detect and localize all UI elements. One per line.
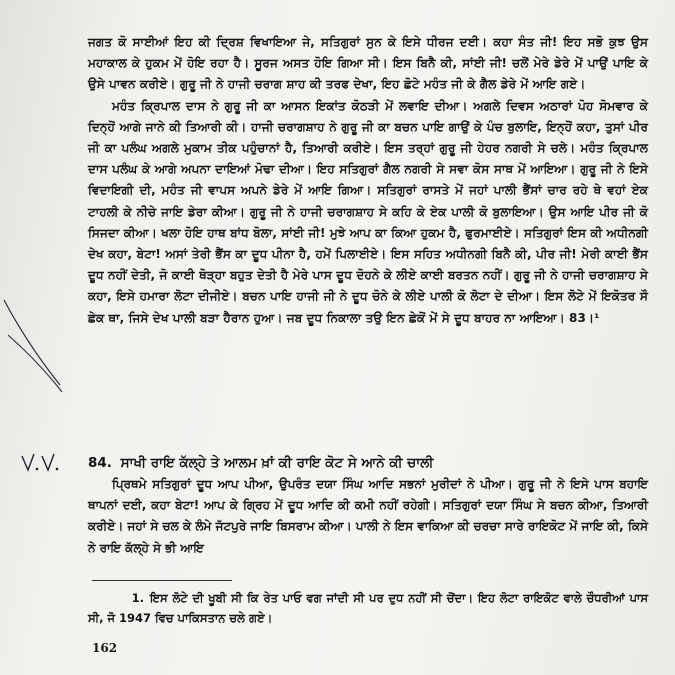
section-body: ਪ੍ਰਿਥਮੇ ਸਤਿਗੁਰਾਂ ਦੂਧ ਆਪ ਪੀਆ, ਉਪਰੰਤ ਦਯਾ ਸਿੰਘ ਆਦਿ ਸਭਨਾਂ ਮੁਰੀਦਾਂ ਨੇ ਪੀਆ। ਗੁਰੂ ਜੀ ਨੇ ਇਸੇ ਪਾਸ ਬਹਾਇ ਥਾਪਨਾਂ ਦਈ, ਕਹਾ ਬੇਟਾ! ਆਪ ਕੇ ਗ੍ਰਿਹ ਮੇਂ ਦੂਧ ਆਦਿ ਕੀ ਕਮੀ ਨਹੀਂ ਰਹੇਗੀ। ਸਤਿਗੁਰਾਂ ਦਯਾ ਸਿੰਘ ਸੇ ਬਚਨ ਕੀਆ, ਤਿਆਰੀ ਕਰੀਏ। ਜਹਾਂ ਸੇ ਚਲ ਕੇ ਲੰਮੇ ਜੱਟਪੁਰੇ ਜਾਇ ਬਿਸਰਾਮ ਕੀਆ। ਪਾਲੀ ਨੇ ਇਸ ਵਾਕਿਆ ਕੀ ਚਰਚਾ ਸਾਰੇ ਰਾਇਕੋਟ ਮੇਂ ਜਾਇ ਕੀ, ਕਿਸੇ ਨੇ ਰਾਇ ਕੱਲ੍ਹੇ ਸੇ ਭੀ ਆਇ	[88, 477, 648, 555]
margin-pen-stroke	[4, 300, 60, 385]
margin-mark-vv	[22, 454, 58, 470]
body-text	[88, 32, 648, 329]
page-number: 162	[92, 641, 118, 655]
footnote-number: 1.	[131, 591, 144, 605]
footnote	[88, 588, 648, 628]
section-number: 84.	[88, 455, 112, 471]
footnote-text: ਇਸ ਲੋਟੇ ਦੀ ਖੂਬੀ ਸੀ ਕਿ ਰੇਤ ਪਾਓ ਵਗ ਜਾਂਦੀ ਸੀ ਪਰ ਦੁਧ ਨਹੀਂ ਸੀ ਚੋਂਦਾ। ਇਹ ਲੋਟਾ ਰਾਇਕੋਟ ਵਾਲੇ ਚੌਧਰੀਆਂ ਪਾਸ ਸੀ, ਜੋ 1947 ਵਿਚ ਪਾਕਿਸਤਾਨ ਚਲੇ ਗਏ।	[88, 591, 648, 625]
footnote-divider	[92, 580, 232, 581]
paragraph-1: ਜਗਤ ਕੋ ਸਾਈਆਂ ਇਹ ਕੀ ਦ੍ਰਿਸ਼ ਵਿਖਾਇਆ ਜੇ, ਸਤਿਗੁਰਾਂ ਸੁਨ ਕੇ ਇਸੇ ਧੀਰਜ ਦਈ। ਕਹਾ ਸੰਤ ਜੀ! ਇਹ ਸਭੋ ਕੁਝ ਉਸ ਮਹਾਕਾਲ ਕੇ ਹੁਕਮ ਮੇਂ ਹੋਇ ਰਹਾ ਹੈ। ਸੂਰਜ ਅਸਤ ਹੋਇ ਗਿਆ ਸੀ। ਇਸ ਬਿਨੈ ਕੀ, ਸਾਂਈ ਜੀ! ਚਲੋਂ ਮੇਰੇ ਡੇਰੇ ਮੇਂ ਪਾਉਂ ਪਾਇ ਕੇ ਉਸੇ ਪਾਵਨ ਕਰੀਏ। ਗੁਰੂ ਜੀ ਨੇ ਹਾਜੀ ਚਰਾਗ ਸ਼ਾਹ ਕੀ ਤਰਫ ਦੇਖਾ, ਇਹ ਛੋਟੇ ਮਹੰਤ ਜੀ ਕੇ ਗੈਲ ਡੇਰੇ ਮੇਂ ਆਇ ਗਏ।	[88, 35, 648, 92]
section-title: ਸਾਖੀ ਰਾਇ ਕੱਲ੍ਹੇ ਤੇ ਆਲਮ ਖ਼ਾਂ ਕੀ ਰਾਇ ਕੋਟ ਸੇ ਆਨੇ ਕੀ ਚਾਲੀ	[120, 455, 434, 471]
margin-pen-stroke	[8, 335, 62, 392]
section-heading	[88, 453, 648, 473]
paragraph-2: ਮਹੰਤ ਕ੍ਰਿਪਾਲ ਦਾਸ ਨੇ ਗੁਰੂ ਜੀ ਕਾ ਆਸਨ ਇਕਾਂਤ ਕੋਠੜੀ ਮੇਂ ਲਵਾਇ ਦੀਆ। ਅਗਲੇ ਦਿਵਸ ਅਠਾਰਾਂ ਪੋਹ ਸੋਮਵਾਰ ਕੇ ਦਿਨ੍ਹੋਂ ਆਗੇ ਜਾਨੇ ਕੀ ਤਿਆਰੀ ਕੀ। ਹਾਜੀ ਚਰਾਗਸ਼ਾਹ ਨੇ ਗੁਰੂ ਜੀ ਕਾ ਬਚਨ ਪਾਇ ਗਾਉਂ ਕੇ ਪੰਚ ਬੁਲਾਇ, ਇਨ੍ਹੋਂ ਕਹਾ, ਤੁਸਾਂ ਪੀਰ ਜੀ ਕਾ ਪਲੰਘ ਅਗਲੇ ਮੁਕਾਮ ਤੀਕ ਪਹੁੰਚਾਨਾਂ ਹੈ, ਤਿਆਰੀ ਕਰੀਏ। ਇਸ ਤਰ੍ਹਾਂ ਗੁਰੂ ਜੀ ਹੇਹਰ ਨਗਰੀ ਸੇ ਚਲੇ। ਮਹੰਤ ਕ੍ਰਿਪਾਲ ਦਾਸ ਪਲੰਘ ਕੇ ਆਗੇ ਅਪਨਾ ਦਾਇਆਂ ਮੋਢਾ ਦੀਆ। ਇਹ ਸਤਿਗੁਰਾਂ ਗੈਲ ਨਗਰੀ ਸੇ ਸਵਾ ਕੋਸ ਸਾਥ ਮੇਂ ਆਇਆ। ਗੁਰੂ ਜੀ ਨੇ ਇਸੇ ਵਿਦਾਇਗੀ ਦੀ, ਮਹੰਤ ਜੀ ਵਾਪਸ ਅਪਨੇ ਡੇਰੇ ਮੇਂ ਆਇ ਗਿਆ। ਸਤਿਗੁਰਾਂ ਰਾਸਤੇ ਮੇਂ ਜਹਾਂ ਪਾਲੀ ਭੈਂਸਾਂ ਚਾਰ ਰਹੇ ਥੇ ਵਹਾਂ ਏਕ ਟਾਹਲੀ ਕੇ ਨੀਚੇ ਜਾਇ ਡੇਰਾ ਕੀਆ। ਗੁਰੂ ਜੀ ਨੇ ਹਾਜੀ ਚਰਾਗਸ਼ਾਹ ਸੇ ਕਹਿ ਕੇ ਏਕ ਪਾਲੀ ਕੋ ਬੁਲਾਇਆ। ਉਸ ਆਇ ਪੀਰ ਜੀ ਕੋ ਸਿਜਦਾ ਕੀਆ। ਖਲਾ ਹੋਇ ਹਾਥ ਬਾਂਧ ਬੋਲਾ, ਸਾਂਈ ਜੀ! ਮੁਝੇ ਆਪ ਕਾ ਕਿਆ ਹੁਕਮ ਹੈ, ਫੁਰਮਾਈਏ। ਸਤਿਗੁਰਾਂ ਇਸ ਕੀ ਅਧੀਨਗੀ ਦੇਖ ਕਹਾ, ਬੇਟਾ! ਅਸਾਂ ਤੇਰੀ ਭੈਂਸ ਕਾ ਦੂਧ ਪੀਨਾ ਹੈ, ਹਮੇਂ ਪਿਲਾਈਏ। ਇਸ ਸਹਿਤ ਅਧੀਨਗੀ ਬਿਨੈ ਕੀ, ਪੀਰ ਜੀ! ਮੇਰੀ ਕਾਈ ਭੈਂਸ ਦੂਧ ਨਹੀਂ ਦੇਤੀ, ਜੋ ਕਾਈ ਥੋੜ੍ਹਾ ਬਹੁਤ ਦੇਤੀ ਹੈ ਮੇਰੇ ਪਾਸ ਦੂਧ ਦੋਹਨੇ ਕੇ ਲੀਏ ਕਾਈ ਬਰਤਨ ਨਹੀਂ। ਗੁਰੂ ਜੀ ਨੇ ਹਾਜੀ ਚਰਾਗਸ਼ਾਹ ਸੇ ਕਹਾ, ਇਸੇ ਹਮਾਰਾ ਲੋਟਾ ਦੀਜੀਏ। ਬਚਨ ਪਾਇ ਹਾਜੀ ਜੀ ਨੇ ਦੂਧ ਚੋਨੇ ਕੇ ਲੀਏ ਪਾਲੀ ਕੋ ਲੋਟਾ ਦੇ ਦੀਆ। ਇਸ ਲੋਟੇ ਮੇਂ ਇਕੋਤਰ ਸੌ ਛੇਕ ਥਾ, ਜਿਸੇ ਦੇਖ ਪਾਲੀ ਬੜਾ ਹੈਰਾਨ ਹੁਆ। ਜਬ ਦੂਧ ਨਿਕਾਲਾ ਤਉ ਇਨ ਛੇਕੋਂ ਮੇਂ ਸੇ ਦੂਧ ਬਾਹਰ ਨਾ ਆਇਆ। 83।¹	[88, 98, 648, 325]
